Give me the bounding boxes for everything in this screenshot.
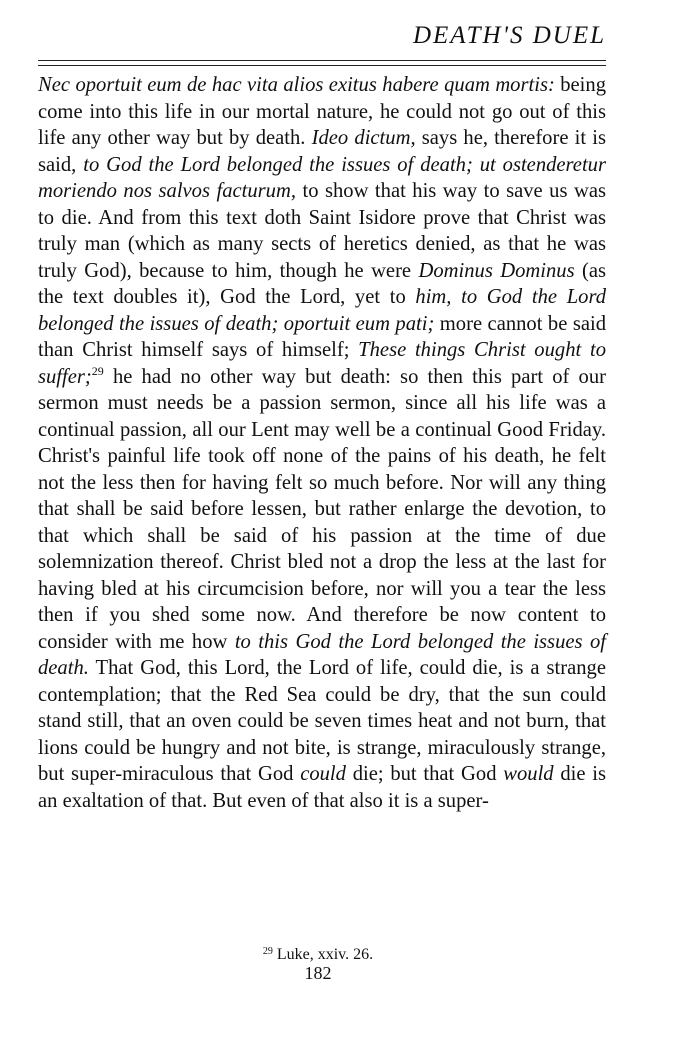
header-rule-bottom xyxy=(38,65,606,66)
body-paragraph xyxy=(38,72,606,814)
footnote-number: 29 xyxy=(262,946,273,957)
text-run: That God, this Lord, the Lord of life, could die, is a strange contemplation; that the Red Sea could be dry, that the sun could stand still, that an oven could be seven times heat and not burn, that lions could be hungry and not bite, is strange, miraculously strange, but super-miraculous that God xyxy=(38,657,606,785)
scripture-quote: These things Christ ought to suffer; xyxy=(38,339,606,388)
running-title: DEATH'S DUEL xyxy=(412,22,606,49)
scripture-quote: him, to God the Lord belonged the issues of death; oportuit eum pati; xyxy=(38,286,606,335)
scripture-quote: to God the Lord belonged the issues of death; ut ostenderetur moriendo nos salvos facturum, xyxy=(38,153,606,202)
header-rule-top xyxy=(38,60,606,61)
latin-quote: Nec oportuit eum de hac vita alios exitus habere quam mortis: xyxy=(38,74,555,96)
footnote-reference[interactable]: 29 xyxy=(91,363,104,378)
emphasis: would xyxy=(503,763,554,785)
latin-quote: Dominus Dominus xyxy=(418,259,575,282)
text-run: die is an exaltation of that. But even of that also it is a super- xyxy=(38,763,606,812)
text-run: more cannot be said than Christ himself says of himself; xyxy=(38,312,606,361)
scripture-quote: to this God the Lord belonged the issues of death. xyxy=(38,630,606,679)
footnote-text: Luke, xxiv. 26. xyxy=(276,946,374,963)
text-run: die; but that God xyxy=(345,763,504,785)
latin-quote: Ideo dictum, xyxy=(311,127,416,149)
text-run: being come into this life in our mortal nature, he could not go out of this life any other way but by death. xyxy=(38,74,606,149)
text-run: (as the text doubles it), God the Lord, yet to xyxy=(38,259,606,308)
emphasis: could xyxy=(300,763,346,785)
footnote xyxy=(0,946,660,964)
text-run: he had no other way but death: so then this part of our sermon must needs be a passion sermon, since all his life was a continual passion, all our Lent may well be a continual Good Friday. Christ's painful life took off none of the pains of his death, he felt not the less then for having felt so much before. Nor will any thing that shall be said before lessen, but rather enlarge the devotion, to that which shall be said of his passion at the time of due solemnization thereof. Christ bled not a drop the less at the last for having bled at his circumcision before, nor will you a tear the less then if you shed some now. And therefore be now content to consider with me how xyxy=(38,365,606,653)
text-run: says he, therefore it is said, xyxy=(38,127,606,176)
page-number: 182 xyxy=(304,963,332,983)
text-run: to show that his way to save us was to die. And from this text doth Saint Isidore prove that Christ was truly man (which as many sects of heretics denied, as that he was truly God), because to him, though he were xyxy=(38,180,606,282)
